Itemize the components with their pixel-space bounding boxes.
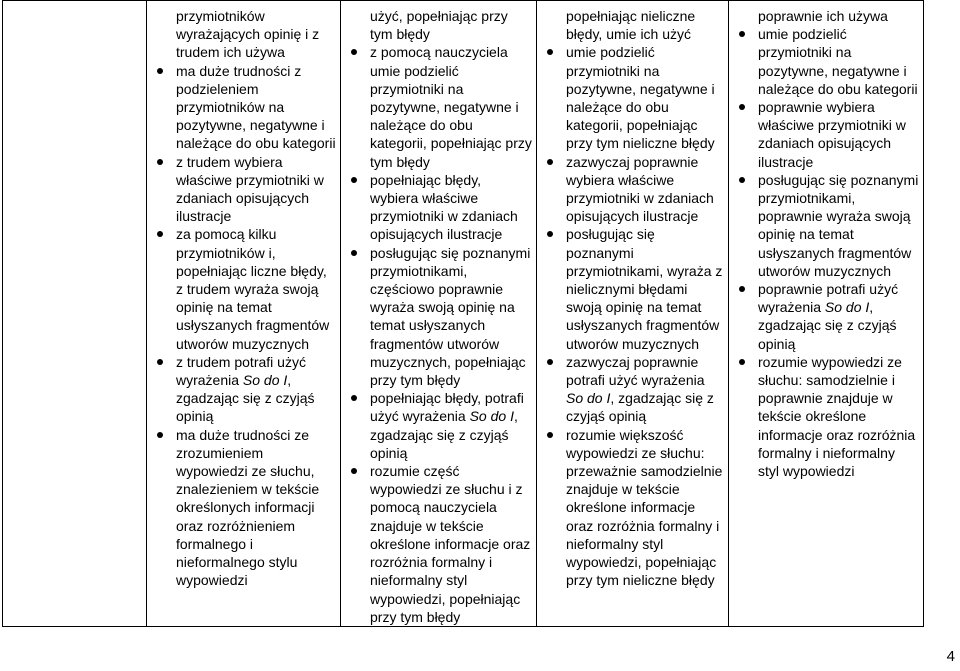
criterion-text: z trudem potrafi użyć wyrażenia <box>176 353 306 389</box>
criteria-list <box>541 7 724 590</box>
continued-criterion-text <box>345 7 532 43</box>
criterion-text: zazwyczaj poprawnie potrafi użyć wyrażenia <box>566 353 705 389</box>
criterion-text: poprawnie wybiera właściwe przymiotniki w zdaniach opisujących ilustracje <box>758 99 906 170</box>
criterion-item <box>151 353 336 426</box>
criterion-text: z pomocą nauczyciela umie podzielić przymiotniki na pozytywne, negatywne i należące do obu kategorii, popełniając przy tym błędy <box>370 44 532 170</box>
assessment-criteria-table <box>2 0 924 627</box>
criterion-text: ma duże trudności ze zrozumieniem wypowiedzi ze słuchu, znalezieniem w tekście określonych informacji oraz rozróżnieniem formalnego i nieformalnego stylu wypowiedzi <box>176 426 320 589</box>
criterion-text: użyć, popełniając przy tym błędy <box>370 8 508 43</box>
criterion-item <box>733 25 919 98</box>
continued-criterion-text <box>733 7 919 25</box>
criterion-item <box>541 426 724 590</box>
criterion-text: ma duże trudności z podzieleniem przymiotników na pozytywne, negatywne i należące do obu kategorii <box>176 62 336 152</box>
criterion-item <box>151 426 336 590</box>
criterion-text: rozumie wypowiedzi ze słuchu: samodzielnie i poprawnie znajduje w tekście określone informacje oraz rozróżnia formalny i nieformalny styl wypowiedzi <box>758 353 916 480</box>
table-row <box>3 1 924 627</box>
criterion-item <box>541 353 724 426</box>
criterion-item <box>541 225 724 352</box>
label-column-cell <box>3 1 147 627</box>
criterion-item <box>345 43 532 170</box>
criterion-text: posługując się poznanymi przymiotnikami, wyraża z nielicznymi błędami swoją opinię na temat usłyszanych fragmentów utworów muzycznych <box>566 226 723 352</box>
criterion-text: posługując się poznanymi przymiotnikami, poprawnie wyraża swoją opinię na temat usłyszanych fragmentów utworów muzycznych <box>758 171 919 279</box>
criterion-text: , zgadzając się z czyjąś opinią <box>370 408 518 461</box>
continued-criterion-text <box>541 7 724 43</box>
expression-text: So do I <box>566 390 611 407</box>
criteria-cell <box>729 1 924 627</box>
criteria-list <box>345 7 532 626</box>
criterion-item <box>345 389 532 462</box>
criterion-item <box>733 171 919 280</box>
criterion-item <box>345 462 532 626</box>
criterion-text: umie podzielić przymiotniki na pozytywne, negatywne i należące do obu kategorii, popełniając przy tym nieliczne błędy <box>566 44 715 152</box>
criterion-text: popełniając błędy, wybiera właściwe przymiotniki w zdaniach opisujących ilustracje <box>370 171 518 243</box>
criterion-text: poprawnie potrafi użyć wyrażenia <box>758 281 899 316</box>
expression-text: So do I <box>242 372 288 389</box>
criterion-text: poprawnie ich używa <box>758 8 888 24</box>
criterion-text: przymiotników wyrażających opinię i z trudem ich używa <box>176 8 320 61</box>
criteria-list <box>151 7 336 590</box>
page-number: 4 <box>946 648 955 665</box>
criterion-text: , zgadzając się z czyjąś opinią <box>758 299 897 352</box>
criterion-text: posługując się poznanymi przymiotnikami, częściowo poprawnie wyraża swoją opinię na temat usłyszanych fragmentów utworów muzycznych, popełniając przy tym błędy <box>370 244 531 389</box>
criterion-text: z trudem wybiera właściwe przymiotniki w zdaniach opisujących ilustracje <box>176 153 324 225</box>
criterion-text: popełniając błędy, potrafi użyć wyrażenia <box>370 390 524 425</box>
criteria-cell <box>147 1 341 627</box>
criterion-item <box>151 62 336 153</box>
expression-text: So do I <box>824 299 870 316</box>
criterion-text: rozumie większość wypowiedzi ze słuchu: przeważnie samodzielnie znajduje w tekście określone informacje oraz rozróżnia formalny i nieformalny styl wypowiedzi, popełniając przy tym nieliczne błędy <box>566 426 723 589</box>
expression-text: So do I <box>469 408 514 425</box>
criterion-text: za pomocą kilku przymiotników i, popełniając liczne błędy, z trudem wyraża swoją opinię na temat usłyszanych fragmentów utworów muzycznych <box>176 226 330 352</box>
criterion-text: , zgadzając się z czyjąś opinią <box>176 372 315 425</box>
criteria-cell <box>341 1 537 627</box>
criterion-text: umie podzielić przymiotniki na pozytywne, negatywne i należące do obu kategorii <box>758 26 918 97</box>
criteria-cell <box>537 1 729 627</box>
criteria-list <box>733 7 919 480</box>
criterion-text: popełniając nieliczne błędy, umie ich użyć <box>566 8 696 43</box>
criterion-item <box>733 280 919 353</box>
criterion-item <box>151 225 336 352</box>
criterion-item <box>541 43 724 152</box>
criterion-item <box>733 98 919 171</box>
continued-criterion-text <box>151 7 336 62</box>
criterion-item <box>345 171 532 244</box>
criterion-text: zazwyczaj poprawnie wybiera właściwe przymiotniki w zdaniach opisujących ilustracje <box>566 153 714 225</box>
criterion-item <box>541 153 724 226</box>
criterion-text: rozumie część wypowiedzi ze słuchu i z pomocą nauczyciela znajduje w tekście określone informacje oraz rozróżnia formalny i nieformalny styl wypowiedzi, popełniając przy tym błędy <box>370 463 531 625</box>
criterion-item <box>151 153 336 226</box>
criterion-item <box>345 244 532 390</box>
criterion-text: , zgadzając się z czyjąś opinią <box>566 390 714 425</box>
criterion-item <box>733 353 919 480</box>
